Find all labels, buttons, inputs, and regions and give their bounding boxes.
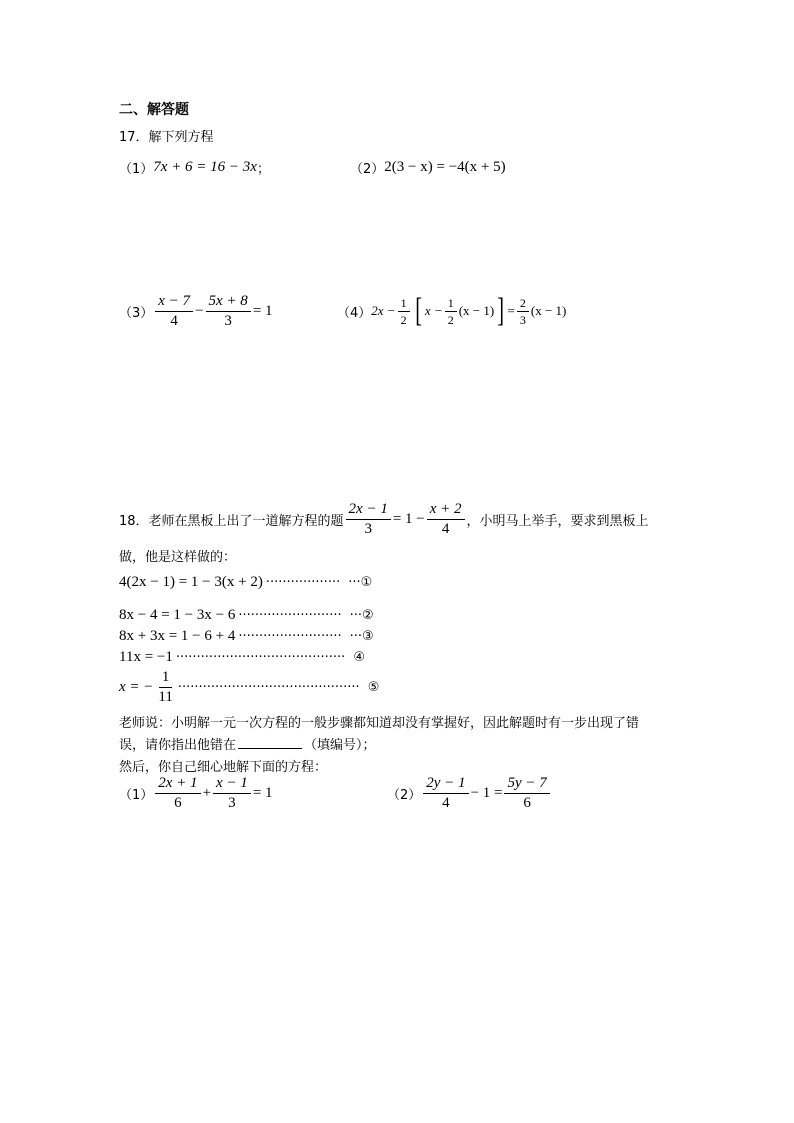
q18-teacher-b1: 误，请你指出他错在 [119, 738, 237, 753]
q18-step-5-mark: ⑤ [367, 680, 380, 695]
q18-f1-denominator: 3 [364, 521, 372, 537]
q18-mid: = 1 − [392, 511, 425, 527]
q18-p1-f2-denominator: 3 [228, 795, 236, 811]
q17-problem-4 [337, 294, 566, 328]
q18-step-5-numerator: 1 [159, 670, 173, 688]
q17-p4-f3-numerator: 2 [517, 297, 529, 312]
q17-p4-lead: 2x − [371, 303, 396, 318]
q18-intro-a: 18．老师在黑板上出了一道解方程的题 [119, 514, 344, 529]
q18-teacher-line-2 [119, 734, 376, 753]
q17-p2-label: （2） [350, 162, 385, 177]
q18-teacher-line-1: 老师说：小明解一元一次方程的一般步骤都知道却没有掌握好，因此解题时有一步出现了错 [119, 716, 640, 731]
q18-step-4-equation: 11x = −1 [119, 649, 173, 665]
section-title: 二、解答题 [119, 102, 189, 118]
q17-p3-f2-numerator: 5x + 8 [206, 294, 251, 312]
q17-p4-fraction-2 [445, 297, 457, 326]
q17-p3-minus: − [195, 303, 204, 319]
q18-p1-rhs: = 1 [252, 785, 273, 801]
q18-f2-numerator: x + 2 [427, 502, 465, 520]
q18-step-5-dots: ············································ [177, 680, 360, 695]
q17-p4-label: （4） [337, 305, 372, 321]
q18-then: 然后，你自己细心地解下面的方程： [119, 760, 328, 775]
q18-step-5-denominator: 11 [158, 689, 173, 705]
q17-p4-equals: = [507, 303, 515, 318]
q17-p4-f2-denominator: 2 [447, 312, 454, 327]
q17-p4-f3-denominator: 3 [519, 312, 526, 327]
q18-problem-2 [387, 776, 552, 811]
q17-problem-1 [119, 158, 270, 177]
q18-answer-blank[interactable] [238, 736, 302, 749]
q18-step-3-equation: 8x + 3x = 1 − 6 + 4 [119, 628, 236, 644]
q17-p4-tail: (x − 1) [530, 303, 567, 318]
q17-p3-f1-numerator: x − 7 [155, 294, 193, 312]
q18-step-1 [119, 574, 372, 591]
q17-p4-left-bracket: [ [414, 292, 422, 329]
q18-fraction-2 [427, 502, 465, 537]
q18-step-2-dots: ························· [238, 608, 342, 623]
q17-p2-equation: 2(3 − x) = −4(x + 5) [384, 159, 506, 175]
q18-step-4-dots: ········································· [175, 650, 346, 665]
q17-p4-fraction-3 [517, 297, 529, 326]
q17-problem-2 [350, 158, 506, 177]
q17-p1-label: （1） [119, 162, 154, 177]
q18-step-1-equation: 4(2x − 1) = 1 − 3(x + 2) [119, 574, 263, 590]
q18-f1-numerator: 2x − 1 [346, 502, 391, 520]
q18-p2-f2-numerator: 5y − 7 [504, 776, 549, 794]
q18-p2-fraction-1 [423, 776, 468, 811]
q18-f2-denominator: 4 [441, 521, 450, 537]
q17-p4-right-bracket: ] [497, 292, 505, 329]
q18-p1-f2-numerator: x − 1 [213, 776, 251, 794]
q18-step-5-lhs: x = − [119, 679, 154, 695]
q18-step-1-mark: ···① [348, 575, 373, 590]
q18-p1-fraction-2 [213, 776, 251, 811]
q18-p1-label: （1） [119, 788, 154, 803]
q18-p1-fraction-1 [155, 776, 200, 811]
q18-step-5 [119, 670, 379, 705]
q17-p1-equation: 7x + 6 = 16 − 3x [153, 159, 257, 175]
q18-p2-f2-denominator: 6 [523, 795, 531, 811]
q17-p4-f1-denominator: 2 [400, 312, 407, 327]
q17-problem-3 [119, 294, 273, 329]
q18-step-3-mark: ···③ [349, 629, 374, 644]
q18-p2-f1-numerator: 2y − 1 [423, 776, 468, 794]
q18-problem-1 [119, 776, 273, 811]
q17-p4-fraction-1 [398, 297, 410, 326]
q18-step-1-dots: ·················· [265, 575, 341, 590]
q17-p3-f2-denominator: 3 [224, 313, 232, 329]
q18-p2-mid: − 1 = [470, 785, 503, 801]
q18-intro-b: ，小明马上举手，要求到黑板上 [466, 514, 649, 529]
q17-p4-f1-numerator: 1 [398, 297, 410, 312]
q18-step-2 [119, 607, 374, 624]
q17-p4-f2-numerator: 1 [445, 297, 457, 312]
q18-p1-f1-denominator: 6 [174, 795, 182, 811]
q18-step-5-fraction [155, 670, 175, 705]
q17-p3-f1-denominator: 4 [170, 313, 178, 329]
q18-step-3-dots: ························· [238, 629, 342, 644]
q17-p3-fraction-1 [155, 294, 193, 329]
q17-p3-rhs: = 1 [252, 303, 273, 319]
q18-step-2-mark: ···② [349, 608, 374, 623]
q17-p3-fraction-2 [206, 294, 251, 329]
q17-p3-label: （3） [119, 306, 154, 321]
q18-intro [119, 502, 649, 537]
q18-step-3 [119, 628, 374, 645]
q18-fraction-1 [346, 502, 391, 537]
q17-p4-inner2: (x − 1) [458, 303, 495, 318]
q18-step-4-mark: ④ [353, 650, 365, 665]
q18-step-2-equation: 8x − 4 = 1 − 3x − 6 [119, 607, 236, 623]
q18-p1-plus: + [202, 785, 212, 801]
q18-p1-f1-numerator: 2x + 1 [155, 776, 200, 794]
q18-teacher-b2: （填编号）； [304, 738, 376, 753]
q18-step-4 [119, 649, 365, 666]
q17-title: 17．解下列方程 [119, 130, 214, 145]
q18-p2-fraction-2 [504, 776, 549, 811]
q17-p4-inner: x − [424, 303, 443, 318]
q18-p2-label: （2） [387, 788, 422, 803]
q18-intro-c: 做，他是这样做的： [119, 550, 237, 565]
q17-p1-tail: ； [256, 162, 270, 177]
q18-p2-f1-denominator: 4 [442, 795, 450, 811]
